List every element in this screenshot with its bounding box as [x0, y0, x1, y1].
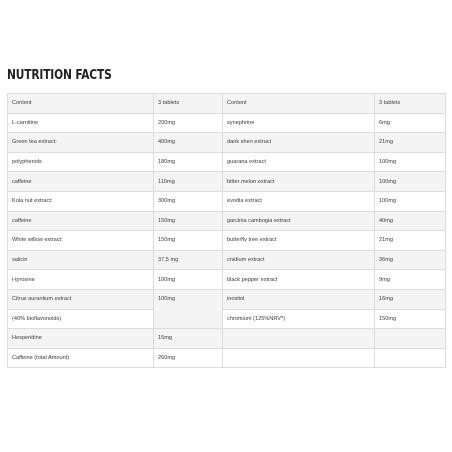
ingredient-name: guarana extract	[223, 152, 375, 172]
table-row	[8, 270, 446, 290]
nutrition-table	[7, 93, 446, 368]
ingredient-amount: 21mg	[375, 133, 446, 153]
ingredient-name: polyphenols	[8, 152, 154, 172]
ingredient-amount	[375, 348, 446, 368]
ingredient-name: L-carnitine	[8, 113, 154, 133]
ingredient-amount: 36mg	[375, 250, 446, 270]
ingredient-name: caffeine	[8, 172, 154, 192]
ingredient-name: garcinia cambogia extract	[223, 211, 375, 231]
ingredient-amount: 100mg	[375, 191, 446, 211]
ingredient-amount: 37,5 mg	[154, 250, 223, 270]
ingredient-name: cnidium extract	[223, 250, 375, 270]
table-row	[8, 289, 446, 309]
column-header-amount: 3 tablets	[154, 94, 223, 114]
ingredient-amount: 16mg	[375, 289, 446, 309]
ingredient-name: dank shen extract	[223, 133, 375, 153]
ingredient-name	[223, 348, 375, 368]
table-row	[8, 152, 446, 172]
ingredient-amount: 110mg	[154, 172, 223, 192]
ingredient-amount: 150mg	[154, 211, 223, 231]
ingredient-amount: 40mg	[375, 211, 446, 231]
ingredient-name: Kola nut extract:	[8, 191, 154, 211]
ingredient-amount: 100mg	[154, 270, 223, 290]
column-header-content: Content	[8, 94, 154, 114]
ingredient-name: Green tea extract:	[8, 133, 154, 153]
ingredient-name	[223, 329, 375, 349]
ingredient-name: caffeine	[8, 211, 154, 231]
ingredient-name: black pepper extract	[223, 270, 375, 290]
ingredient-name: salicin	[8, 250, 154, 270]
ingredient-name: chromium (125%NRV*)	[223, 309, 375, 329]
ingredient-name: Caffeine (total Amount)	[8, 348, 154, 368]
ingredient-amount: 400mg	[154, 133, 223, 153]
table-row	[8, 191, 446, 211]
ingredient-name: l-tyrosine	[8, 270, 154, 290]
table-row	[8, 172, 446, 192]
ingredient-name: evodia extract	[223, 191, 375, 211]
ingredient-name: Hesperidine	[8, 329, 154, 349]
table-row	[8, 133, 446, 153]
ingredient-amount: 260mg	[154, 348, 223, 368]
table-row	[8, 309, 446, 329]
ingredient-name: bitter melon extract	[223, 172, 375, 192]
ingredient-amount	[375, 329, 446, 349]
ingredient-amount: 100mg	[375, 152, 446, 172]
ingredient-amount: 21mg	[375, 231, 446, 251]
ingredient-amount: 6mg	[375, 113, 446, 133]
ingredient-name: butterfly tree extract	[223, 231, 375, 251]
ingredient-name: Citrus aurantium extract	[8, 289, 154, 309]
ingredient-amount: 15mg	[154, 329, 223, 349]
ingredient-amount: 300mg	[154, 191, 223, 211]
ingredient-amount: 9mg	[375, 270, 446, 290]
ingredient-name: White willow extract:	[8, 231, 154, 251]
ingredient-amount: 180mg	[154, 152, 223, 172]
table-header-row	[8, 94, 446, 114]
table-row	[8, 113, 446, 133]
ingredient-name: inositol	[223, 289, 375, 309]
ingredient-amount: 100mg	[154, 289, 223, 328]
ingredient-name: (40% bioflavonoids)	[8, 309, 154, 329]
page-title: NUTRITION FACTS	[7, 68, 112, 83]
table-row	[8, 211, 446, 231]
ingredient-amount: 150mg	[375, 309, 446, 329]
table-row	[8, 329, 446, 349]
table-row	[8, 231, 446, 251]
ingredient-amount: 100mg	[375, 172, 446, 192]
ingredient-amount: 200mg	[154, 113, 223, 133]
table-row	[8, 348, 446, 368]
ingredient-name: synephrine	[223, 113, 375, 133]
table-row	[8, 250, 446, 270]
column-header-content: Content	[223, 94, 375, 114]
column-header-amount: 3 tablets	[375, 94, 446, 114]
ingredient-amount: 150mg	[154, 231, 223, 251]
